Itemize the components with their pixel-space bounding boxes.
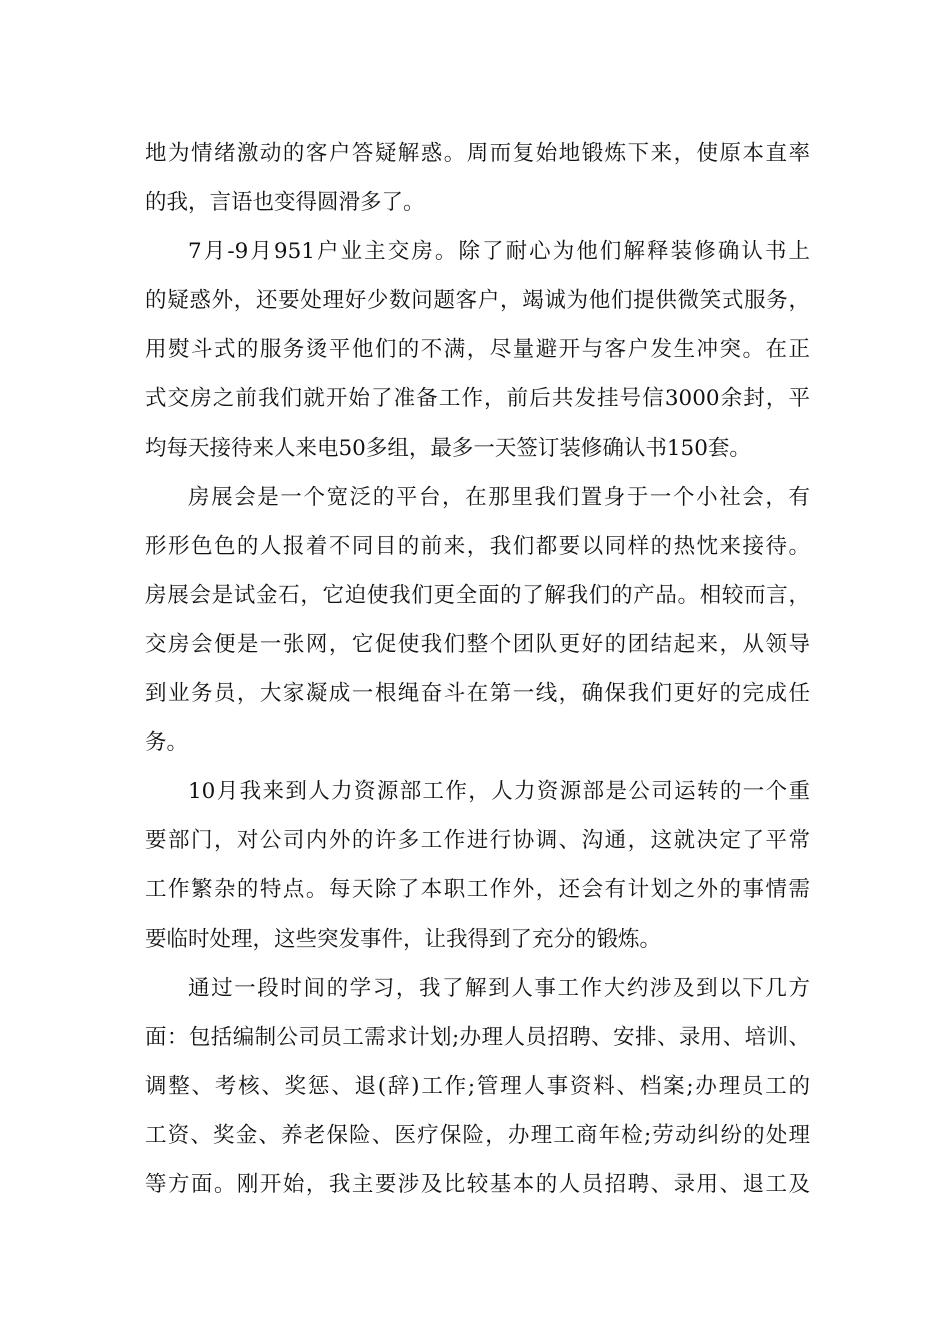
text-line: 式交房之前我们就开始了准备工作，前后共发挂号信3000余封，平 bbox=[145, 386, 810, 412]
text-line: 的疑惑外，还要处理好少数问题客户，竭诚为他们提供微笑式服务， bbox=[145, 288, 810, 314]
text-line: 到业务员，大家凝成一根绳奋斗在第一线，确保我们更好的完成任 bbox=[145, 681, 810, 707]
text-line: 10月我来到人力资源部工作，人力资源部是公司运转的一个重 bbox=[188, 779, 810, 805]
text-line: 地为情绪激动的客户答疑解惑。周而复始地锻炼下来，使原本直率 bbox=[145, 141, 810, 166]
text-line: 房展会是试金石，它迫使我们更全面的了解我们的产品。相较而言， bbox=[145, 582, 810, 608]
text-line: 均每天接待来人来电50多组，最多一天签订装修确认书150套。 bbox=[145, 435, 751, 461]
text-line: 的我，言语也变得圆滑多了。 bbox=[145, 190, 425, 216]
text-line: 工作繁杂的特点。每天除了本职工作外，还会有计划之外的事情需 bbox=[145, 877, 810, 903]
text-line: 要临时处理，这些突发事件，让我得到了充分的锻炼。 bbox=[145, 926, 662, 952]
text-line: 等方面。刚开始，我主要涉及比较基本的人员招聘、录用、退工及 bbox=[145, 1171, 810, 1197]
text-line: 交房会便是一张网，它促使我们整个团队更好的团结起来，从领导 bbox=[145, 631, 810, 657]
text-line: 面：包括编制公司员工需求计划;办理人员招聘、安排、录用、培训、 bbox=[145, 1024, 810, 1050]
text-line: 通过一段时间的学习，我了解到人事工作大约涉及到以下几方 bbox=[188, 975, 810, 1001]
text-line: 工资、奖金、养老保险、医疗保险，办理工商年检;劳动纠纷的处理 bbox=[145, 1122, 810, 1148]
text-line: 用熨斗式的服务烫平他们的不满，尽量避开与客户发生冲突。在正 bbox=[145, 337, 810, 363]
text-line: 要部门，对公司内外的许多工作进行协调、沟通，这就决定了平常 bbox=[145, 828, 810, 854]
text-line: 调整、考核、奖惩、退(辞)工作;管理人事资料、档案;办理员工的 bbox=[145, 1073, 810, 1099]
text-line: 务。 bbox=[145, 730, 189, 756]
text-line: 7月-9月951户业主交房。除了耐心为他们解释装修确认书上 bbox=[188, 239, 810, 265]
document-body bbox=[145, 129, 810, 1209]
text-line: 房展会是一个宽泛的平台，在那里我们置身于一个小社会，有 bbox=[188, 484, 810, 510]
text-line: 形形色色的人报着不同目的前来，我们都要以同样的热忱来接待。 bbox=[145, 533, 810, 559]
